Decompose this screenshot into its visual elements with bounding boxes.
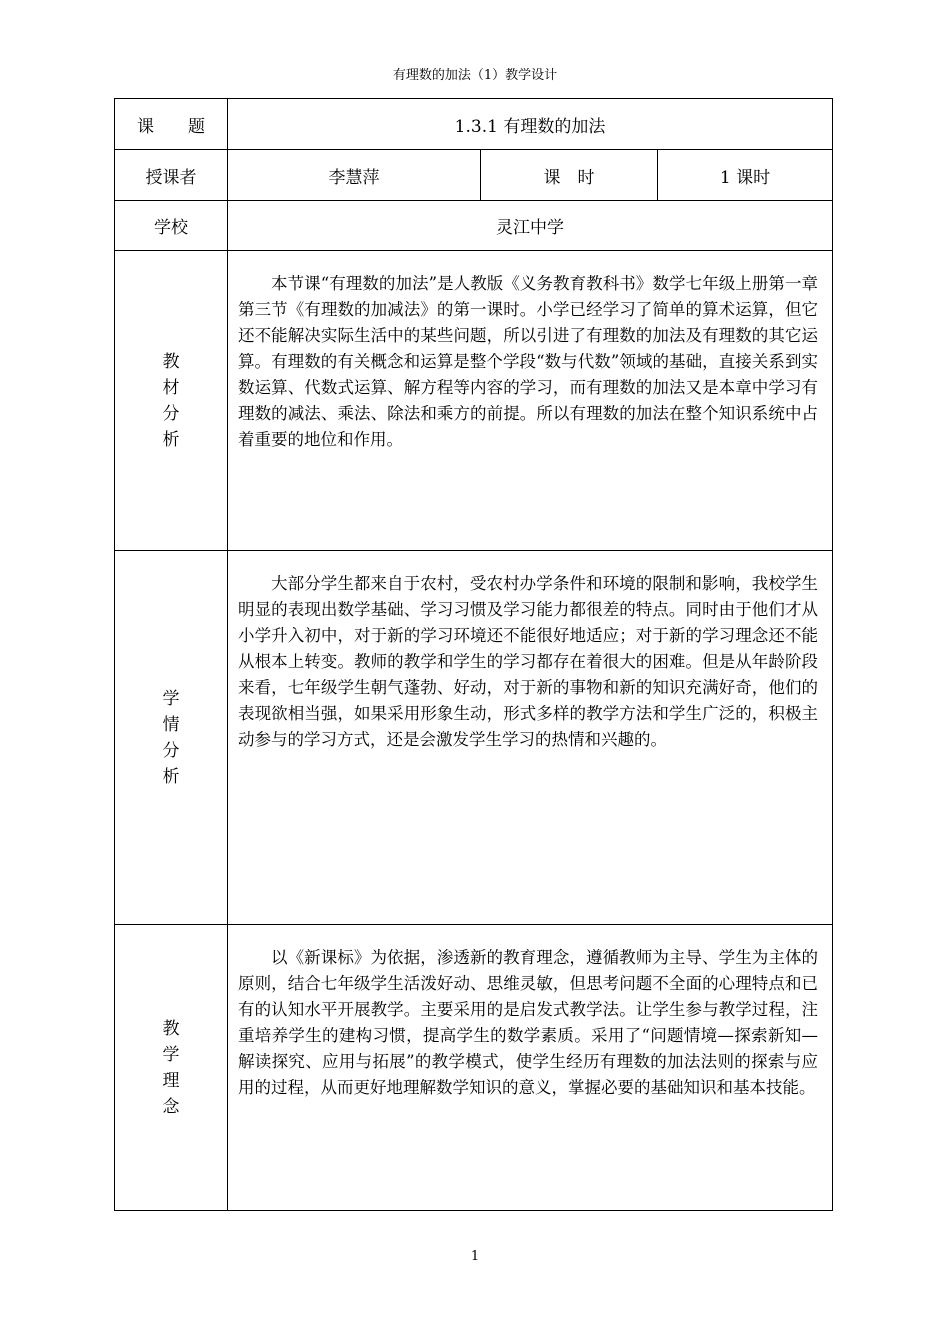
label-char: 教	[162, 351, 180, 372]
school-value: 灵江中学	[228, 201, 833, 251]
teacher-value: 李慧萍	[228, 150, 481, 201]
teaching-philosophy-row	[115, 925, 833, 1211]
period-value: 1 课时	[658, 150, 833, 201]
topic-value: 1.3.1 有理数的加法	[228, 99, 833, 150]
teaching-philosophy-label	[115, 925, 228, 1211]
teaching-philosophy-text: 以《新课标》为依据，渗透新的教育理念，遵循教师为主导、学生为主体的原则，结合七年级学生活泼好动、思维灵敏，但思考问题不全面的心理特点和已有的认知水平开展教学。主要采用的是启发式教学法。让学生参与教学过程，注重培养学生的建构习惯，提高学生的数学素质。采用了“问题情境—探索新知—解读探究、应用与拓展”的教学模式，使学生经历有理数的加法法则的探索与应用的过程，从而更好地理解数学知识的意义，掌握必要的基础知识和基本技能。	[228, 925, 833, 1211]
label-char: 理	[162, 1070, 180, 1091]
student-analysis-text: 大部分学生都来自于农村，受农村办学条件和环境的限制和影响，我校学生明显的表现出数学基础、学习习惯及学习能力都很差的特点。同时由于他们才从小学升入初中，对于新的学习环境还不能很好地适应；对于新的学习理念还不能从根本上转变。教师的教学和学生的学习都存在着很大的困难。但是从年龄阶段来看，七年级学生朝气蓬勃、好动，对于新的事物和新的知识充满好奇，他们的表现欲相当强，如果采用形象生动，形式多样的教学方法和学生广泛的，积极主动参与的学习方式，还是会激发学生学习的热情和兴趣的。	[228, 551, 833, 925]
label-char: 材	[162, 377, 180, 398]
material-analysis-label	[115, 251, 228, 551]
page-number: 1	[470, 1249, 480, 1264]
material-analysis-row	[115, 251, 833, 551]
period-label: 课 时	[481, 150, 658, 201]
student-analysis-row	[115, 551, 833, 925]
school-label: 学校	[115, 201, 228, 251]
material-analysis-text: 本节课“有理数的加法”是人教版《义务教育教科书》数学七年级上册第一章第三节《有理数的加减法》的第一课时。小学已经学习了简单的算术运算，但它还不能解决实际生活中的某些问题，所以引进了有理数的加法及有理数的其它运算。有理数的有关概念和运算是整个学段“数与代数”领域的基础，直接关系到实数运算、代数式运算、解方程等内容的学习，而有理数的加法又是本章中学习有理数的减法、乘法、除法和乘方的前提。所以有理数的加法在整个知识系统中占着重要的地位和作用。	[228, 251, 833, 551]
label-char: 教	[162, 1018, 180, 1039]
teacher-row	[115, 150, 833, 201]
topic-row	[115, 99, 833, 150]
label-char: 情	[162, 714, 180, 735]
teacher-label: 授课者	[115, 150, 228, 201]
label-char: 学	[162, 688, 180, 709]
document-header: 有理数的加法（1）教学设计	[392, 68, 558, 83]
label-char: 析	[162, 766, 180, 787]
label-char: 念	[162, 1096, 180, 1117]
topic-label: 课 题	[115, 99, 228, 150]
label-char: 分	[162, 740, 180, 761]
school-row	[115, 201, 833, 251]
student-analysis-label	[115, 551, 228, 925]
label-char: 学	[162, 1044, 180, 1065]
label-char: 分	[162, 403, 180, 424]
lesson-design-table	[114, 98, 833, 1211]
label-char: 析	[162, 429, 180, 450]
